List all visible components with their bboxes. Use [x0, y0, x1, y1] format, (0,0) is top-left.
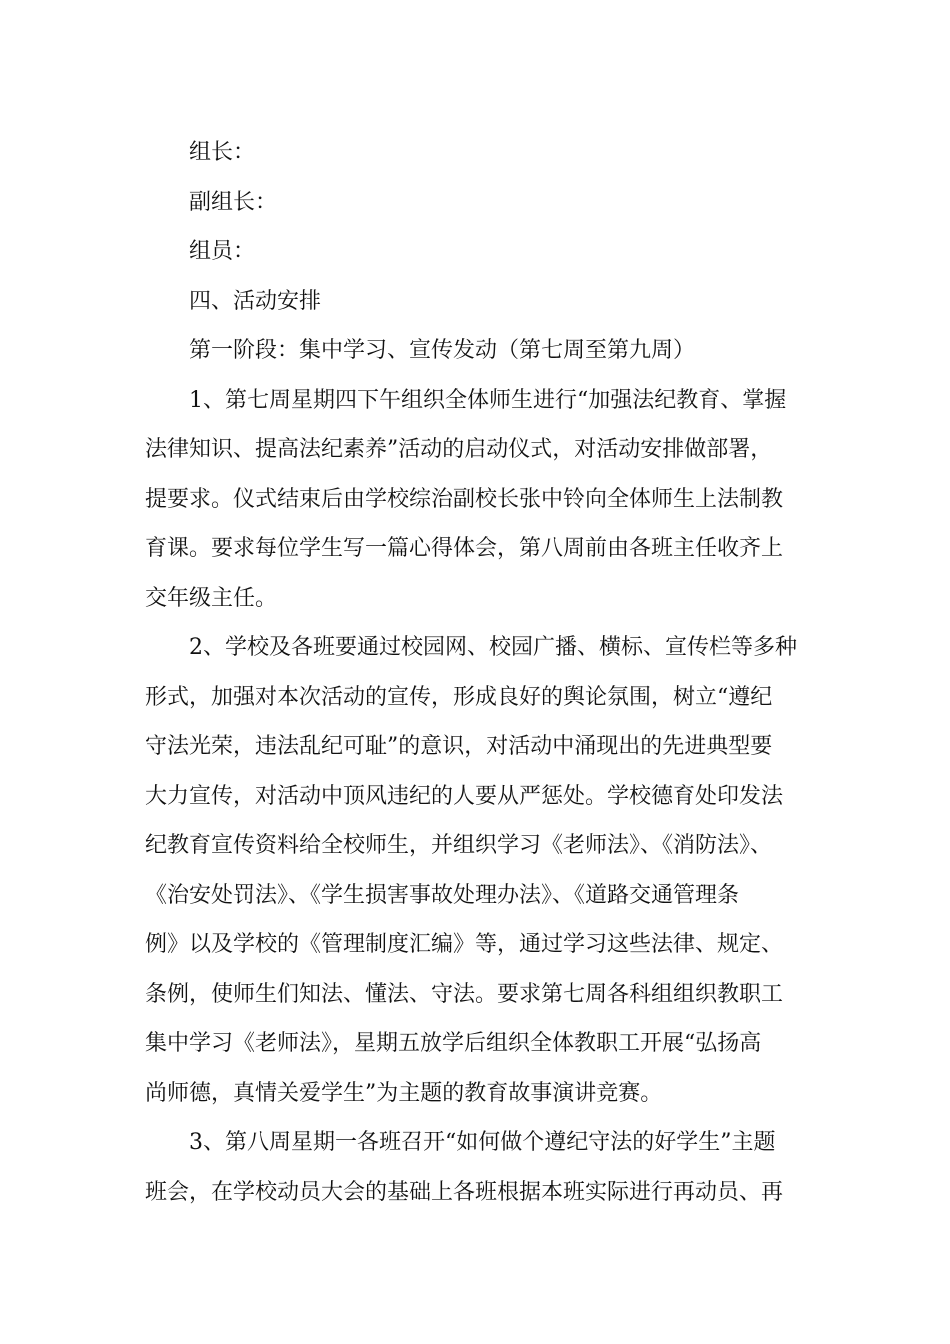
paragraph-2-line: 《治安处罚法》、《学生损害事故处理办法》、《道路交通管理条 [145, 882, 740, 908]
paragraph-1-line: 提要求。仪式结束后由学校综治副校长张中铃向全体师生上法制教 [145, 486, 784, 512]
paragraph-2-line: 条例，使师生们知法、懂法、守法。要求第七周各科组组织教职工 [145, 981, 784, 1007]
paragraph-2-line: 2、学校及各班要通过校园网、校园广播、横标、宣传栏等多种 [189, 635, 797, 660]
paragraph-1-line: 法律知识、提高法纪素养”活动的启动仪式，对活动安排做部署， [145, 437, 773, 462]
paragraph-3-line: 班会，在学校动员大会的基础上各班根据本班实际进行再动员、再 [145, 1179, 784, 1205]
stage-heading: 第一阶段：集中学习、宣传发动（第七周至第九周） [189, 338, 696, 363]
document-body [145, 128, 835, 1217]
paragraph-3 [145, 1118, 835, 1217]
paragraph-2-line: 集中学习《老师法》，星期五放学后组织全体教职工开展“弘扬高 [145, 1031, 762, 1056]
leader-line: 组长： [189, 140, 256, 165]
paragraph-1 [145, 376, 835, 624]
paragraph-2-line: 大力宣传，对活动中顶风违纪的人要从严惩处。学校德育处印发法 [145, 783, 784, 809]
paragraph-2-line: 纪教育宣传资料给全校师生，并组织学习《老师法》、《消防法》、 [145, 833, 773, 858]
deputy-leader-line: 副组长： [189, 189, 278, 215]
paragraph-1-line: 交年级主任。 [145, 585, 278, 611]
paragraph-2-line: 守法光荣，违法乱纪可耻”的意识，对活动中涌现出的先进典型要 [145, 734, 773, 759]
paragraph-2 [145, 623, 835, 1118]
paragraph-2-line: 例》以及学校的《管理制度汇编》等，通过学习这些法律、规定、 [145, 932, 784, 957]
members-line: 组员： [189, 239, 256, 264]
paragraph-1-line: 1、第七周星期四下午组织全体师生进行“加强法纪教育、掌握 [189, 387, 787, 413]
paragraph-2-line: 形式，加强对本次活动的宣传，形成良好的舆论氛围，树立“遵纪 [145, 684, 773, 710]
paragraph-1-line: 育课。要求每位学生写一篇心得体会，第八周前由各班主任收齐上 [145, 536, 784, 561]
paragraph-3-line: 3、第八周星期一各班召开“如何做个遵纪守法的好学生”主题 [189, 1130, 776, 1155]
paragraph-2-line: 尚师德，真情关爱学生”为主题的教育故事演讲竞赛。 [145, 1080, 663, 1106]
section-heading: 四、活动安排 [189, 288, 322, 314]
